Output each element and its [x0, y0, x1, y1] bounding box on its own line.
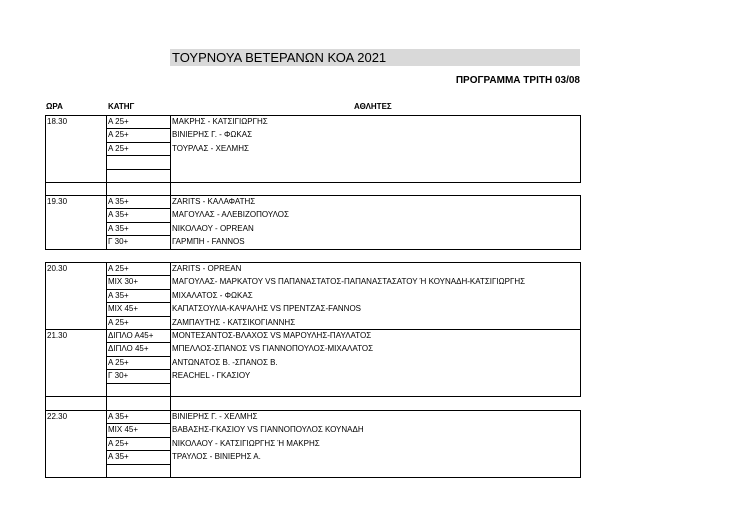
block-right-border — [580, 115, 581, 183]
time-block — [45, 410, 581, 477]
category-cell: Γ 30+ — [108, 371, 129, 380]
row-divider — [106, 289, 170, 290]
time-cell: 22.30 — [47, 412, 68, 421]
block-left-border — [45, 262, 46, 330]
athletes-cell: ΝΙΚΟΛΑΟΥ - OPREAN — [172, 224, 254, 233]
athletes-cell: ΚΑΠΑΤΣΟΥΛΙΑ-ΚΑΨΑΛΗΣ VS ΠΡΕΝΤΖΑΣ-FANNOS — [172, 304, 362, 313]
time-block — [45, 195, 581, 249]
row-divider — [106, 342, 170, 343]
row-divider — [106, 302, 170, 303]
time-block — [45, 262, 581, 329]
athletes-cell: ΜΠΕΛΛΟΣ-ΣΠΑΝΟΣ VS ΓΙΑΝΝΟΠΟΥΛΟΣ-ΜΙΧΑΛΑΤΟΣ — [172, 344, 374, 353]
athletes-cell: ΜΑΓΟΥΛΑΣ - ΑΛΕΒΙΖΟΠΟΥΛΟΣ — [172, 210, 289, 219]
block-top-border — [45, 115, 581, 116]
athletes-cell: ZARITS - ΚΑΛΑΦΑΤΗΣ — [172, 197, 256, 206]
time-cell: 18.30 — [47, 117, 68, 126]
time-block — [45, 115, 581, 182]
category-cell: Γ 30+ — [108, 237, 129, 246]
category-cell: ΜΙΧ 30+ — [108, 277, 139, 286]
category-cell: Α 35+ — [108, 197, 129, 206]
category-cell: Α 25+ — [108, 144, 129, 153]
athletes-cell: ΒΙΝΙΕΡΗΣ Γ. - ΧΕΛΜΗΣ — [172, 412, 258, 421]
category-cell: Α 35+ — [108, 224, 129, 233]
time-cell: 19.30 — [47, 197, 68, 206]
category-cell: Α 35+ — [108, 291, 129, 300]
category-cell: Α 35+ — [108, 210, 129, 219]
category-cell: Α 25+ — [108, 264, 129, 273]
row-divider — [106, 437, 170, 438]
header-time: ΩΡΑ — [46, 102, 63, 111]
block-bottom-border — [45, 249, 581, 250]
athletes-cell: ΜΟΝΤΕΣΑΝΤΟΣ-ΒΛΑΧΟΣ VS ΜΑΡΟΥΛΗΣ-ΠΑΥΛΑΤΟΣ — [172, 331, 372, 340]
row-divider — [106, 450, 170, 451]
spacer-border — [170, 182, 171, 195]
block-left-border — [45, 195, 46, 250]
row-divider — [106, 316, 170, 317]
row-divider — [106, 235, 170, 236]
category-cell: Α 25+ — [108, 117, 129, 126]
category-cell: Α 35+ — [108, 452, 129, 461]
header-category: ΚΑΤΗΓ — [108, 102, 135, 111]
block-right-border — [580, 329, 581, 397]
athletes-cell: ΤΡΑΥΛΟΣ - ΒΙΝΙΕΡΗΣ Α. — [172, 452, 261, 461]
athletes-cell: ΖΑΜΠΑΥΤΗΣ - ΚΑΤΣΙΚΟΓΙΑΝΝΗΣ — [172, 318, 296, 327]
block-top-border — [45, 195, 581, 196]
category-cell: ΔΙΠΛΟ 45+ — [108, 344, 149, 353]
column-divider — [106, 115, 107, 183]
athletes-cell: ΝΙΚΟΛΑΟΥ - ΚΑΤΣΙΓΙΩΡΓΗΣ Ή ΜΑΚΡΗΣ — [172, 439, 320, 448]
block-right-border — [580, 262, 581, 330]
row-divider — [106, 155, 170, 156]
athletes-cell: ΜΑΚΡΗΣ - ΚΑΤΣΙΓΙΩΡΓΗΣ — [172, 117, 268, 126]
row-divider — [106, 128, 170, 129]
block-right-border — [580, 195, 581, 250]
athletes-cell: ΜΙΧΑΛΑΤΟΣ - ΦΩΚΑΣ — [172, 291, 253, 300]
row-divider — [106, 169, 170, 170]
column-divider — [170, 262, 171, 330]
category-cell: ΔΙΠΛΟ Α45+ — [108, 331, 154, 340]
category-cell: Α 25+ — [108, 439, 129, 448]
athletes-cell: ΑΝΤΩΝΑΤΟΣ Β. -ΣΠΑΝΟΣ Β. — [172, 358, 278, 367]
row-divider — [106, 275, 170, 276]
block-top-border — [45, 262, 581, 263]
row-divider — [106, 464, 170, 465]
category-cell: ΜΙΧ 45+ — [108, 304, 139, 313]
spacer-border — [45, 182, 46, 195]
schedule-subtitle: ΠΡΟΓΡΑΜΜΑ ΤΡΙΤΗ 03/08 — [455, 75, 580, 86]
page-title: ΤΟΥΡΝΟΥΑ ΒΕΤΕΡΑΝΩΝ ΚΟΑ 2021 — [170, 49, 580, 66]
spacer-border — [45, 182, 581, 183]
category-cell: Α 25+ — [108, 130, 129, 139]
spacer-border — [45, 397, 46, 410]
column-divider — [106, 195, 107, 250]
block-right-border — [580, 410, 581, 478]
spacer-border — [106, 397, 107, 410]
header-athletes: ΑΘΛΗΤΕΣ — [354, 102, 392, 111]
row-divider — [106, 369, 170, 370]
athletes-cell: ΜΑΓΟΥΛΑΣ- ΜΑΡΚΑΤΟΥ VS ΠΑΠΑΝΑΣΤΑΤΟΣ-ΠΑΠΑΝΑΣΤΑΣΑΤΟΥ Ή ΚΟΥΝΑΔΗ-ΚΑΤΣΙΓΙΩΡΓΗΣ — [172, 277, 526, 286]
athletes-cell: ΓΑΡΜΠΗ - FANNOS — [172, 237, 245, 246]
spacer-row — [45, 182, 581, 195]
category-cell: Α 25+ — [108, 358, 129, 367]
block-bottom-border — [45, 477, 581, 478]
column-divider — [106, 329, 107, 397]
time-block — [45, 329, 581, 396]
row-divider — [106, 142, 170, 143]
row-divider — [106, 222, 170, 223]
row-divider — [106, 208, 170, 209]
block-top-border — [45, 410, 581, 411]
block-left-border — [45, 115, 46, 183]
column-divider — [170, 195, 171, 250]
row-divider — [106, 383, 170, 384]
column-divider — [106, 410, 107, 478]
block-left-border — [45, 329, 46, 397]
column-divider — [170, 329, 171, 397]
category-cell: Α 35+ — [108, 412, 129, 421]
athletes-cell: ΒΙΝΙΕΡΗΣ Γ. - ΦΩΚΑΣ — [172, 130, 253, 139]
block-top-border — [45, 329, 581, 330]
category-cell: Α 25+ — [108, 318, 129, 327]
spacer-row — [45, 397, 581, 410]
column-divider — [170, 115, 171, 183]
athletes-cell: ΒΑΒΑΣΗΣ-ΓΚΑΣΙΟΥ VS ΓΙΑΝΝΟΠΟΥΛΟΣ ΚΟΥΝΑΔΗ — [172, 425, 364, 434]
column-divider — [106, 262, 107, 330]
row-divider — [106, 356, 170, 357]
athletes-cell: ΤΟΥΡΛΑΣ - ΧΕΛΜΗΣ — [172, 144, 249, 153]
row-divider — [106, 423, 170, 424]
block-left-border — [45, 410, 46, 478]
spacer-border — [170, 397, 171, 410]
column-divider — [170, 410, 171, 478]
category-cell: ΜΙΧ 45+ — [108, 425, 139, 434]
athletes-cell: ZARITS - OPREAN — [172, 264, 242, 273]
spacer-border — [106, 182, 107, 195]
time-cell: 20.30 — [47, 264, 68, 273]
time-cell: 21.30 — [47, 331, 68, 340]
athletes-cell: REACHEL - ΓΚΑΣΙΟΥ — [172, 371, 251, 380]
